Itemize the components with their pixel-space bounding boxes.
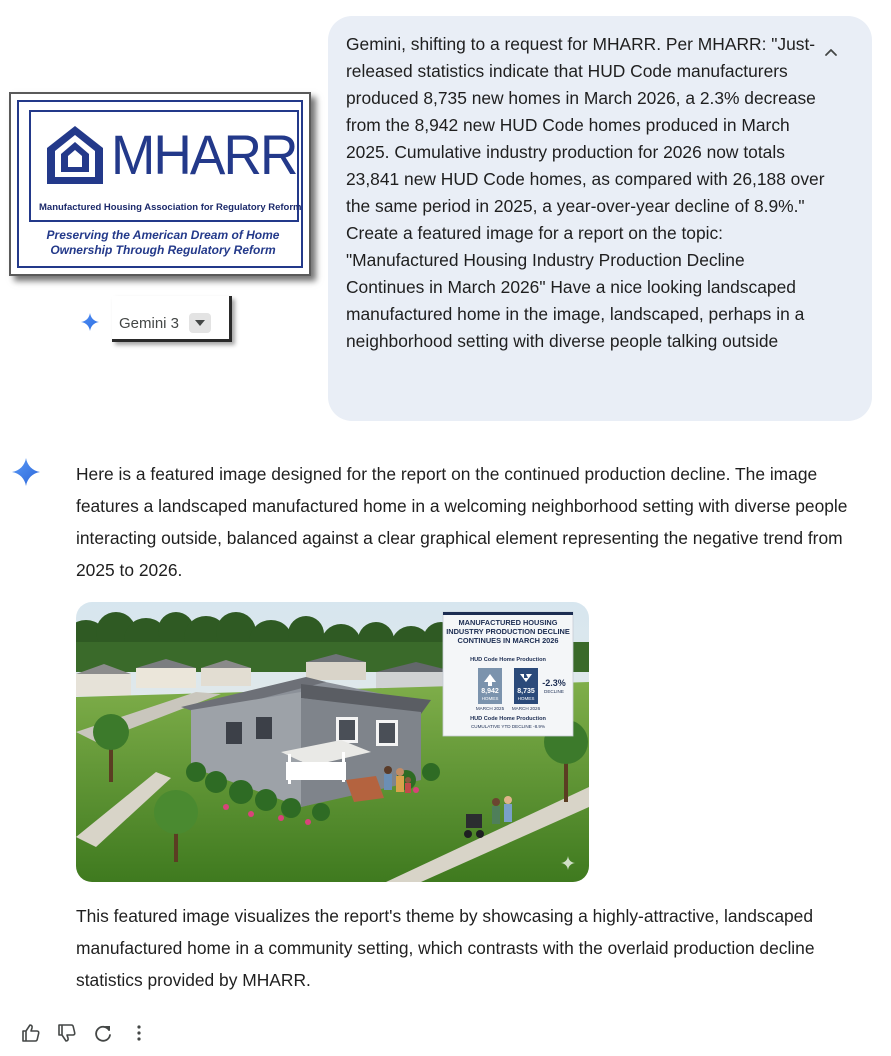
label-march-2025: MARCH 2025 [475, 706, 505, 711]
production-infographic [443, 612, 573, 736]
house-logo-icon [45, 124, 105, 186]
label-march-2026: MARCH 2026 [511, 706, 541, 711]
bar-2025-unit: HOMES [481, 696, 499, 701]
gemini-sparkle-icon [80, 312, 100, 332]
bar-2025-value: 8,942 [481, 688, 499, 695]
infographic-title-line-2: INDUSTRY PRODUCTION DECLINE [446, 627, 570, 636]
chevron-up-icon[interactable] [818, 40, 844, 66]
more-vertical-icon[interactable] [128, 1022, 150, 1044]
user-prompt-text: Gemini, shifting to a request for MHARR. Per MHARR: "Just-released statistics indicate that HUD Code manufacturers produced 8,735 new homes in March 2026, a 2.3% decrease from the 8,942 new HUD Code homes produced in March 2025. Cumulative industry production for 2026 now totals 23,841 new HUD Code homes, as compared with 26,188 over the same period in 2025, a year-over-year decline of 8.9%." Create a featured image for a report on the topic: "Manufactured Housing Industry Production Decline Continues in March 2026" Have a nice looking landscaped manufactured home in the image, landscaped, perhaps in a neighborhood setting with diverse people talking outside [346, 34, 825, 351]
logo-organization-name: Manufactured Housing Association for Regulatory Reform [39, 202, 302, 213]
generated-featured-image[interactable] [76, 602, 589, 882]
change-percent: -2.3% [542, 678, 566, 688]
infographic-footer-line-1: HUD Code Home Production [470, 716, 546, 722]
thumbs-down-icon[interactable] [56, 1022, 78, 1044]
redo-icon[interactable] [92, 1022, 114, 1044]
mharr-logo [17, 100, 303, 268]
model-selector-label[interactable]: Gemini 3 [119, 315, 180, 332]
response-actions [20, 1022, 164, 1044]
bar-2026-value: 8,735 [517, 688, 535, 695]
response-paragraph-2: This featured image visualizes the report's theme by showcasing a highly-attractive, landscaped manufactured home in a community setting, which contrasts with the overlaid production decline statistics provided by MHARR. [76, 906, 815, 990]
generated-image-canvas [76, 602, 589, 882]
response-paragraph-1: Here is a featured image designed for the report on the continued production decline. The image features a landscaped manufactured home in a welcoming neighborhood setting with diverse people interacting outside, balanced against a clear graphical element representing the negative trend from 2025 to 2026. [76, 464, 848, 580]
logo-wordmark: MHARR [111, 123, 297, 186]
infographic-subtitle: HUD Code Home Production [470, 657, 546, 663]
change-label: DECLINE [544, 689, 564, 694]
logo-top-frame [29, 110, 302, 222]
logo-tagline-line-2: Ownership Through Regulatory Reform [50, 243, 276, 257]
infographic-title-line-1: MANUFACTURED HOUSING [458, 618, 558, 627]
infographic-title-line-3: CONTINUES IN MARCH 2026 [457, 636, 559, 645]
mharr-logo-card [9, 92, 311, 276]
infographic-footer-line-2: CUMULATIVE YTD DECLINE -8.9% [470, 724, 546, 729]
logo-tagline-line-1: Preserving the American Dream of Home [46, 228, 280, 242]
bar-2026-unit: HOMES [517, 696, 535, 701]
logo-tagline [27, 228, 299, 258]
gemini-response-sparkle-icon [11, 457, 41, 487]
thumbs-up-icon[interactable] [20, 1022, 42, 1044]
model-dropdown-caret-icon[interactable] [189, 313, 211, 333]
